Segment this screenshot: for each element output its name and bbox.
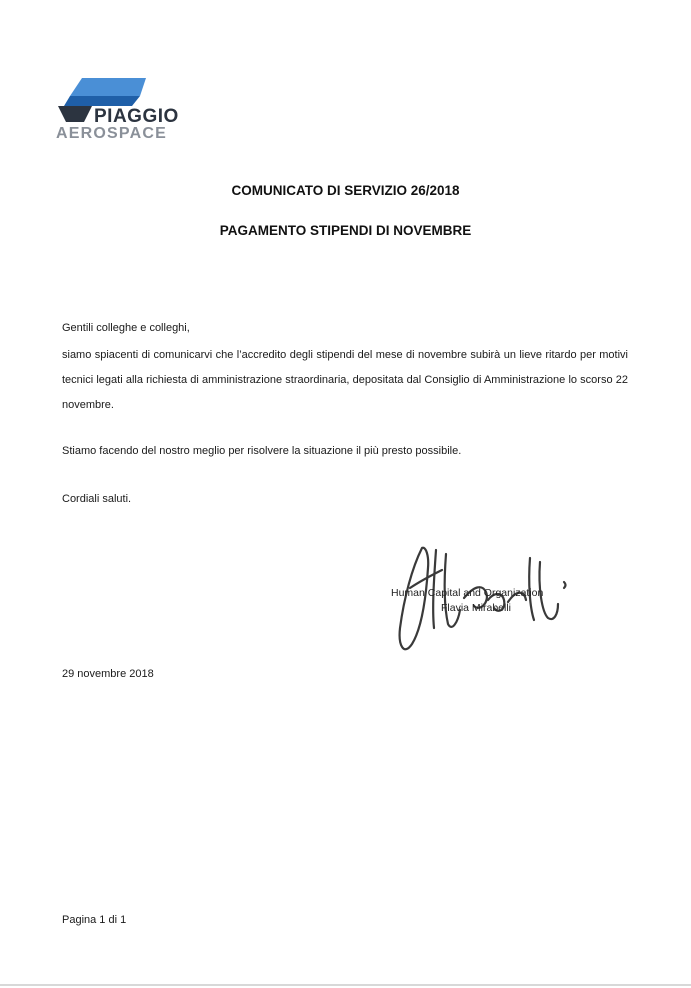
body-paragraph-2: Stiamo facendo del nostro meglio per risolvere la situazione il più presto possibile. (62, 445, 462, 457)
logo-text-piaggio: PIAGGIO (94, 106, 179, 127)
company-logo (54, 76, 189, 144)
body-paragraph-1: siamo spiacenti di comunicarvi che l’accredito degli stipendi del mese di novembre subirà un lieve ritardo per motivi tecnici legati alla richiesta di amministrazione straordinaria, depositata dal Consiglio di Amministrazione lo scorso 22 novembre. (62, 349, 628, 411)
signature-name: Flavia Mirabelli (441, 602, 512, 614)
document-date: 29 novembre 2018 (62, 668, 154, 680)
signature-role: Human Capital and Organization (391, 587, 544, 599)
document-subtitle: PAGAMENTO STIPENDI DI NOVEMBRE (219, 223, 472, 238)
document-title: COMUNICATO DI SERVIZIO 26/2018 (231, 183, 460, 198)
closing-text: Cordiali saluti. (62, 493, 132, 505)
page-bottom-divider (0, 984, 691, 986)
logo-text-aerospace: AEROSPACE (56, 125, 167, 142)
greeting-text: Gentili colleghe e colleghi, (62, 322, 190, 334)
page-number: Pagina 1 di 1 (62, 914, 127, 926)
